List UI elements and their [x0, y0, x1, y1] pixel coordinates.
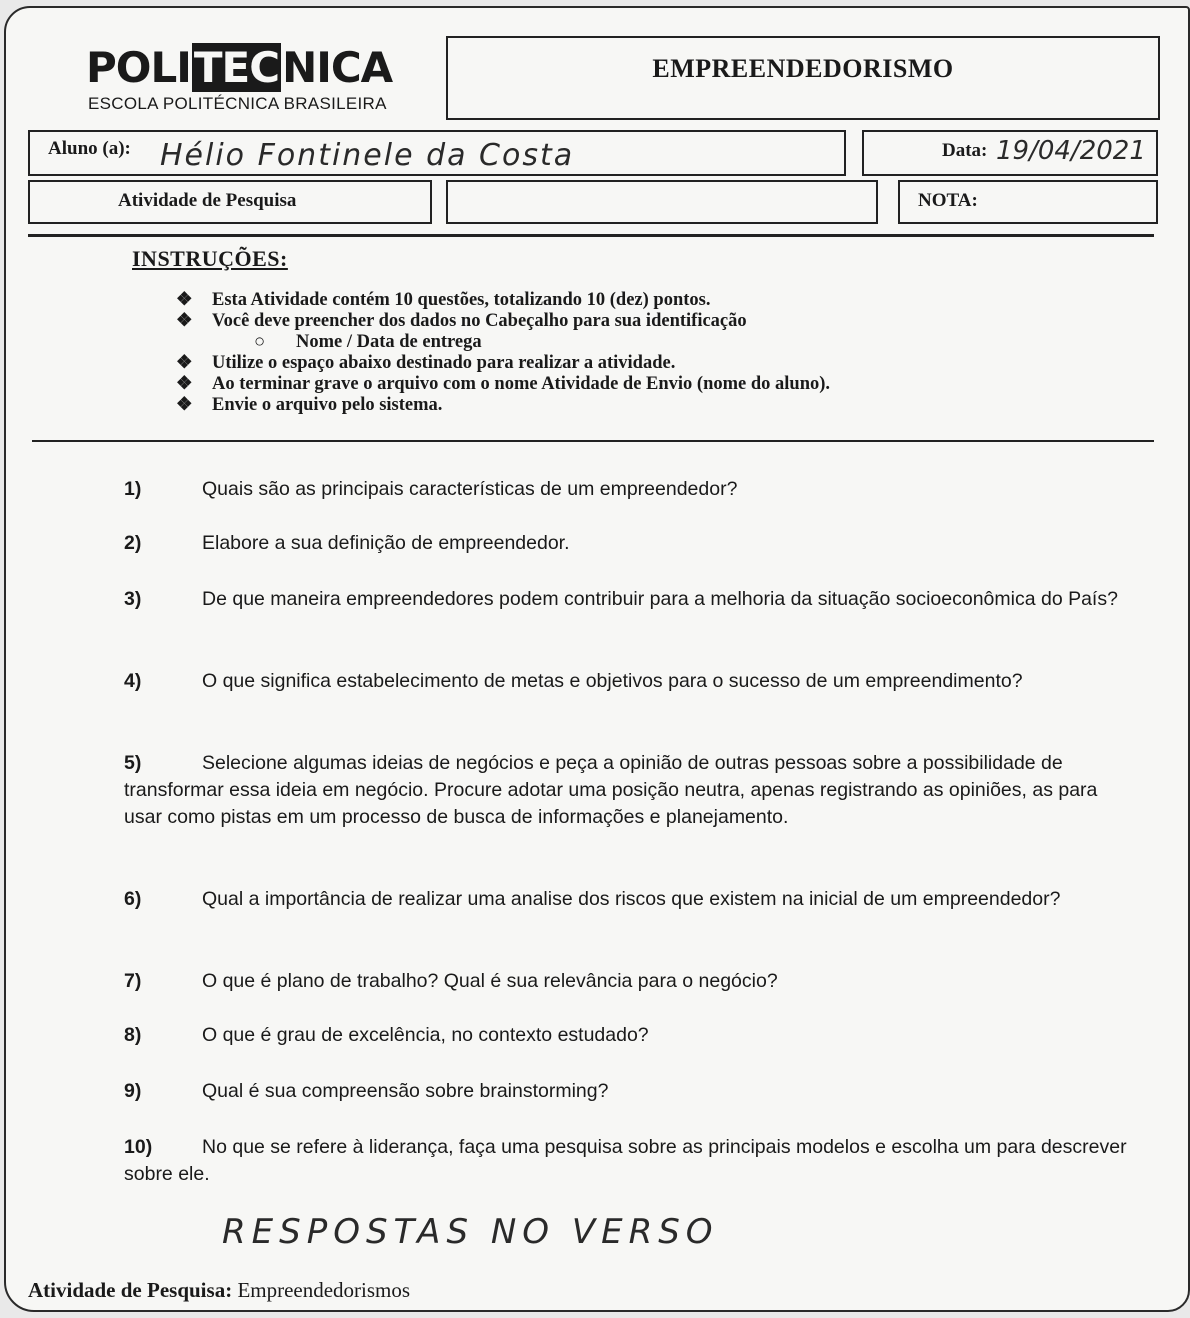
- diamond-bullet-icon: ❖: [176, 353, 193, 373]
- question-1: 1) Quais são as principais características de um empreendedor?: [124, 478, 738, 500]
- course-title-box: [446, 36, 1160, 120]
- instruction-item: ❖ Envie o arquivo pelo sistema.: [176, 395, 443, 415]
- circle-bullet-icon: ○: [254, 332, 266, 352]
- question-10: 10) No que se refere à liderança, faça uma pesquisa sobre as principais modelos e escolha um para descrever sobre ele.: [124, 1136, 1127, 1185]
- question-8: 8) O que é grau de excelência, no contexto estudado?: [124, 1024, 649, 1046]
- question-3: 3) De que maneira empreendedores podem contribuir para a melhoria da situação socioeconômica do País?: [124, 588, 1118, 610]
- question-4: 4) O que significa estabelecimento de metas e objetivos para o sucesso de um empreendimento?: [124, 670, 1023, 692]
- grade-label: NOTA:: [918, 190, 978, 211]
- instruction-subitem: ○ Nome / Data de entrega: [254, 332, 482, 352]
- student-label: Aluno (a):: [48, 138, 131, 159]
- divider-top: [28, 234, 1154, 237]
- footer-line: [28, 1278, 410, 1303]
- diamond-bullet-icon: ❖: [176, 311, 193, 331]
- activity-label-box: [28, 180, 432, 224]
- question-2: 2) Elabore a sua definição de empreendedor.: [124, 532, 570, 554]
- diamond-bullet-icon: ❖: [176, 395, 193, 415]
- divider-middle: [32, 440, 1154, 442]
- instruction-item: ❖ Esta Atividade contém 10 questões, totalizando 10 (dez) pontos.: [176, 290, 711, 310]
- diamond-bullet-icon: ❖: [176, 374, 193, 394]
- diamond-bullet-icon: ❖: [176, 290, 193, 310]
- course-title: EMPREENDEDORISMO: [652, 54, 954, 83]
- question-6: 6) Qual a importância de realizar uma analise dos riscos que existem na inicial de um empreendedor?: [124, 888, 1061, 910]
- question-9: 9) Qual é sua compreensão sobre brainstorming?: [124, 1080, 609, 1102]
- question-7: 7) O que é plano de trabalho? Qual é sua relevância para o negócio?: [124, 970, 778, 992]
- handwritten-note: RESPOSTAS NO VERSO: [222, 1212, 719, 1252]
- activity-label: Atividade de Pesquisa: [118, 190, 297, 211]
- instruction-item: ❖ Ao terminar grave o arquivo com o nome Atividade de Envio (nome do aluno).: [176, 374, 831, 394]
- student-field[interactable]: [28, 130, 846, 176]
- instructions-list: [176, 290, 830, 416]
- activity-value-field[interactable]: [446, 180, 878, 224]
- school-logo: POLITECNICA: [86, 43, 393, 92]
- footer-value: Empreendedorismos: [237, 1278, 411, 1302]
- date-field[interactable]: [862, 130, 1158, 176]
- footer-label: Atividade de Pesquisa:: [28, 1278, 233, 1302]
- instructions-heading: INSTRUÇÕES:: [132, 246, 288, 271]
- student-name-handwritten: Hélio Fontinele da Costa: [160, 138, 575, 173]
- school-name: ESCOLA POLITÉCNICA BRASILEIRA: [88, 94, 387, 113]
- question-5: 5) Selecione algumas ideias de negócios e peça a opinião de outras pessoas sobre a possibilidade de transformar essa ideia em negócio. Procure adotar uma posição neutra, apenas registrando as opiniões, as para usar como pistas em um processo de busca de informações e planejamento.: [124, 752, 1098, 828]
- instruction-item: ❖ Utilize o espaço abaixo destinado para realizar a atividade.: [176, 353, 676, 373]
- instruction-item: ❖ Você deve preencher dos dados no Cabeçalho para sua identificação: [176, 311, 747, 331]
- date-handwritten: 19/04/2021: [996, 136, 1146, 166]
- grade-field[interactable]: [898, 180, 1158, 224]
- date-label: Data:: [942, 140, 988, 161]
